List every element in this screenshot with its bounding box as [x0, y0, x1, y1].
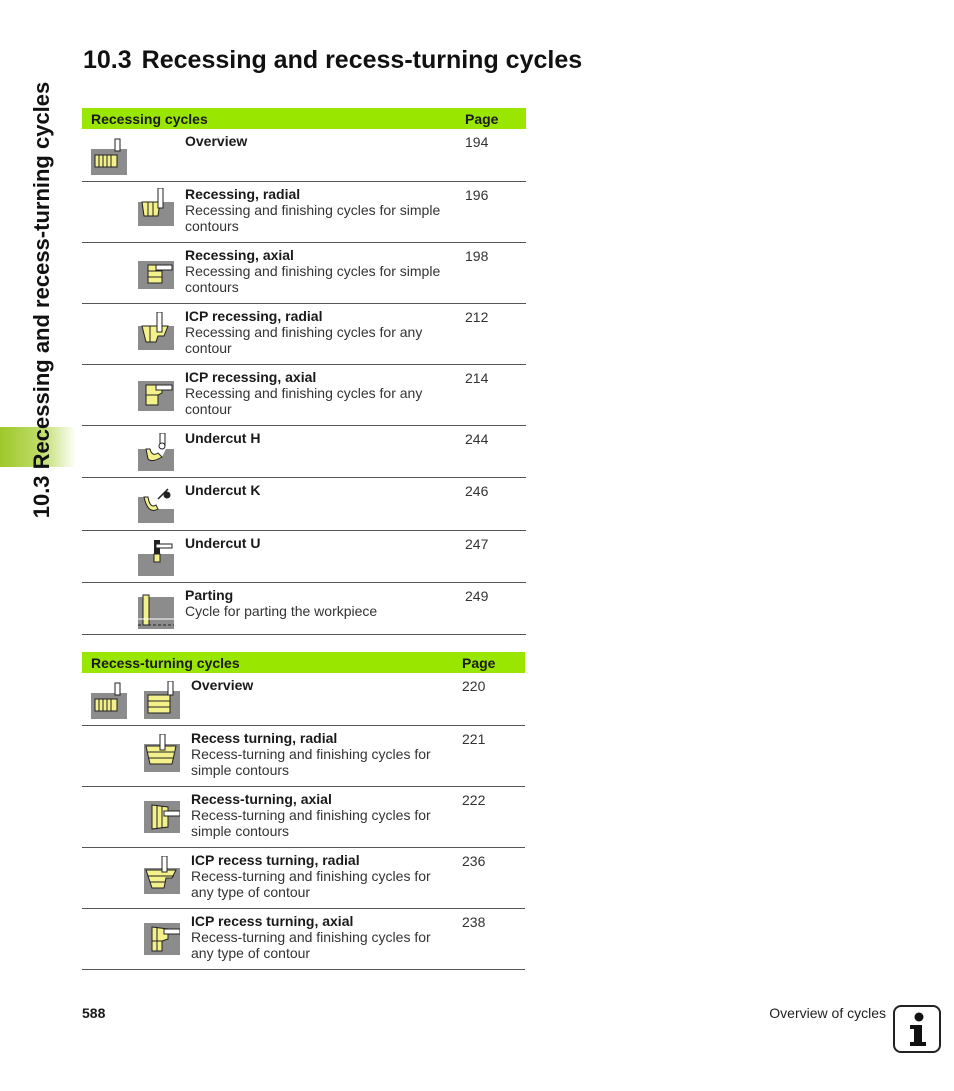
- page-ref[interactable]: 246: [465, 477, 526, 530]
- undercut-k-icon: [138, 485, 174, 523]
- cycle-description: Recess-turning and finishing cycles for simple contours: [191, 745, 431, 778]
- table-row[interactable]: [82, 477, 526, 530]
- page-ref[interactable]: 247: [465, 530, 526, 582]
- cycle-title: Overview: [191, 677, 254, 693]
- page-ref[interactable]: 198: [465, 242, 526, 303]
- cycle-description: Recess-turning and finishing cycles for any type of contour: [191, 928, 431, 961]
- cycle-title: Parting: [185, 586, 234, 603]
- recess-overview-icon: [91, 681, 127, 719]
- page-title: [83, 46, 582, 75]
- page-number: 588: [82, 1005, 106, 1021]
- cycle-description: Recess-turning and finishing cycles for any type of contour: [191, 867, 431, 900]
- header-page: Page: [465, 108, 526, 129]
- parting-icon: [138, 591, 174, 629]
- cycle-title: Recess-turning, axial: [191, 790, 332, 807]
- page-ref[interactable]: 221: [462, 725, 525, 786]
- cycle-title: ICP recessing, axial: [185, 368, 317, 385]
- icp-recess-turning-radial-icon: [144, 856, 180, 894]
- table-row[interactable]: [82, 908, 525, 969]
- recessing-cycles-table: [82, 108, 526, 635]
- table-row[interactable]: [82, 425, 526, 477]
- cycle-description: Cycle for parting the workpiece: [185, 602, 378, 619]
- footer-section-label: Overview of cycles: [769, 1005, 886, 1021]
- cycle-title: Recessing, axial: [185, 246, 294, 263]
- page-ref[interactable]: 212: [465, 303, 526, 364]
- cycle-title: ICP recess turning, axial: [191, 912, 354, 929]
- recess-turning-overview-icon: [144, 681, 180, 719]
- cycle-description: Recessing and finishing cycles for simple contours: [185, 262, 441, 295]
- table-row[interactable]: [82, 847, 525, 908]
- cycle-title: Recessing, radial: [185, 185, 301, 202]
- undercut-u-icon: [138, 538, 174, 576]
- table-row[interactable]: [82, 673, 525, 725]
- header-cycles: Recess-turning cycles: [82, 652, 462, 673]
- page-ref[interactable]: 249: [465, 582, 526, 634]
- page-ref[interactable]: 222: [462, 786, 525, 847]
- recess-radial-icon: [138, 188, 174, 226]
- recess-turning-radial-icon: [144, 734, 180, 772]
- cycle-description: Recessing and finishing cycles for simple contours: [185, 201, 441, 234]
- section-title: Recessing and recess-turning cycles: [141, 46, 583, 74]
- page-ref[interactable]: 244: [465, 425, 526, 477]
- icon-cell: [82, 129, 185, 181]
- header-page: Page: [462, 652, 525, 673]
- recess-turning-cycles-table: [82, 652, 525, 970]
- table-row[interactable]: [82, 582, 526, 634]
- recess-turning-axial-icon: [144, 795, 180, 833]
- section-number: 10.3: [83, 46, 132, 74]
- cycle-title: Undercut U: [185, 534, 261, 551]
- table-header: [82, 108, 526, 129]
- table-header: [82, 652, 525, 673]
- cycle-description: Recess-turning and finishing cycles for simple contours: [191, 806, 431, 839]
- page-ref[interactable]: 214: [465, 364, 526, 425]
- icp-recess-axial-icon: [138, 373, 174, 411]
- table-row[interactable]: [82, 242, 526, 303]
- cycle-description: Recessing and finishing cycles for any contour: [185, 384, 423, 417]
- cycle-title: Recess turning, radial: [191, 729, 338, 746]
- table-row[interactable]: [82, 129, 526, 181]
- cycle-title: Undercut H: [185, 429, 261, 446]
- recess-axial-icon: [138, 251, 174, 289]
- icp-recess-radial-icon: [138, 312, 174, 350]
- page-ref[interactable]: 196: [465, 181, 526, 242]
- cycle-title: Overview: [185, 133, 248, 149]
- page-ref[interactable]: 236: [462, 847, 525, 908]
- info-icon[interactable]: [893, 1005, 941, 1053]
- cycle-description: Recessing and finishing cycles for any contour: [185, 323, 423, 356]
- cycle-title: ICP recessing, radial: [185, 307, 323, 324]
- header-cycles: Recessing cycles: [82, 108, 465, 129]
- table-row[interactable]: [82, 725, 525, 786]
- page-ref[interactable]: 194: [465, 129, 526, 181]
- table-row[interactable]: [82, 181, 526, 242]
- table-row[interactable]: [82, 530, 526, 582]
- table-row[interactable]: [82, 364, 526, 425]
- undercut-h-icon: [138, 433, 174, 471]
- page-ref[interactable]: 220: [462, 673, 525, 725]
- icp-recess-turning-axial-icon: [144, 917, 180, 955]
- cycle-title: ICP recess turning, radial: [191, 851, 360, 868]
- table-row[interactable]: [82, 303, 526, 364]
- recess-overview-icon: [91, 137, 127, 175]
- page-ref[interactable]: 238: [462, 908, 525, 969]
- info-glyph-icon: [895, 1007, 939, 1051]
- table-row[interactable]: [82, 786, 525, 847]
- cycle-title: Undercut K: [185, 481, 261, 498]
